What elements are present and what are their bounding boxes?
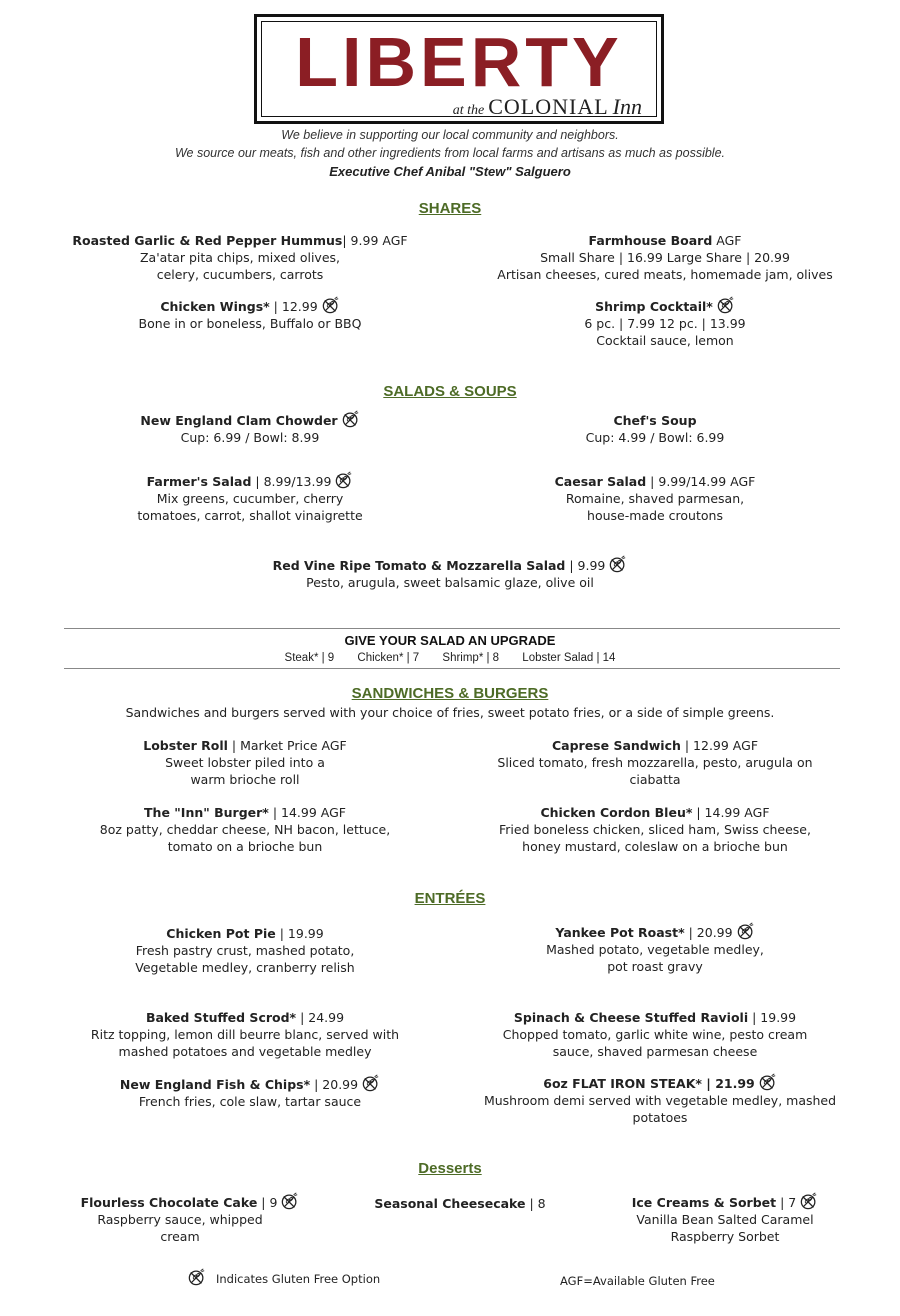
- tagline-line-1: We believe in supporting our local community and neighbors.: [281, 128, 619, 142]
- item-name: Chicken Pot Pie: [166, 926, 276, 941]
- item-desc: Raspberry Sorbet: [670, 1229, 780, 1244]
- item-desc: Cup: 4.99 / Bowl: 6.99: [585, 430, 725, 445]
- gluten-free-icon: [322, 296, 340, 314]
- item-price: | 20.99: [310, 1077, 359, 1092]
- gluten-free-icon: [609, 555, 627, 573]
- item-price: | 9.99/14.99 AGF: [646, 474, 756, 489]
- item-desc: Vanilla Bean Salted Caramel: [636, 1212, 814, 1227]
- menu-item-fish-and-chips: [60, 1074, 440, 1110]
- item-name: New England Fish & Chips*: [119, 1077, 311, 1092]
- item-price: | 24.99: [296, 1010, 345, 1025]
- item-price: AGF: [712, 233, 742, 248]
- menu-item-chefs-soup: [470, 412, 840, 446]
- item-desc: house-made croutons: [587, 508, 723, 523]
- item-desc: Bone in or boneless, Buffalo or BBQ: [138, 316, 362, 331]
- item-name: Chef's Soup: [613, 413, 697, 428]
- item-name: Roasted Garlic & Red Pepper Hummus: [72, 233, 343, 248]
- logo-title: LIBERTY: [295, 23, 623, 101]
- item-name: The "Inn" Burger*: [144, 805, 269, 820]
- item-desc: Za'atar pita chips, mixed olives,: [139, 250, 341, 265]
- item-desc: pot roast gravy: [607, 959, 703, 974]
- gluten-free-icon: [188, 1268, 206, 1286]
- menu-item-flat-iron-steak: [470, 1073, 850, 1126]
- menu-item-caprese-sandwich: [470, 737, 840, 788]
- logo: [254, 14, 664, 124]
- menu-item-spinach-cheese-ravioli: [470, 1009, 840, 1060]
- item-name: Yankee Pot Roast*: [555, 925, 685, 940]
- item-price: | 19.99: [275, 926, 324, 941]
- logo-inn: Inn: [612, 94, 642, 119]
- gluten-free-icon: [800, 1192, 818, 1210]
- gluten-free-icon: [281, 1192, 299, 1210]
- item-desc: Cup: 6.99 / Bowl: 8.99: [180, 430, 320, 445]
- tagline-line-2: We source our meats, fish and other ingredients from local farms and artisans as much as possible.: [174, 146, 726, 160]
- item-desc: 6 pc. | 7.99 12 pc. | 13.99: [584, 316, 746, 331]
- item-desc: mashed potatoes and vegetable medley: [118, 1044, 372, 1059]
- item-price: | Market Price AGF: [227, 738, 347, 753]
- item-desc: Mushroom demi served with vegetable medley, mashed: [483, 1093, 837, 1108]
- menu-item-chicken-cordon-bleu: [470, 804, 840, 855]
- sandwiches-note: Sandwiches and burgers served with your choice of fries, sweet potato fries, or a side of simple greens.: [125, 705, 775, 720]
- item-name: Seasonal Cheesecake: [374, 1196, 526, 1211]
- gluten-free-icon: [362, 1074, 380, 1092]
- section-title-entrees: ENTRÉES: [414, 890, 486, 907]
- item-desc: Cocktail sauce, lemon: [596, 333, 734, 348]
- item-desc: ciabatta: [629, 772, 681, 787]
- item-name: Shrimp Cocktail*: [595, 299, 713, 314]
- menu-item-shrimp-cocktail: [470, 296, 860, 349]
- item-name: 6oz FLAT IRON STEAK*: [543, 1076, 702, 1091]
- menu-item-yankee-pot-roast: [470, 922, 840, 975]
- item-desc: Sliced tomato, fresh mozzarella, pesto, arugula on: [497, 755, 813, 770]
- menu-item-ice-creams-sorbet: [600, 1192, 850, 1245]
- item-desc: sauce, shaved parmesan cheese: [552, 1044, 758, 1059]
- item-price: | 20.99: [684, 925, 733, 940]
- item-price: | 7: [776, 1195, 797, 1210]
- gluten-free-icon: [342, 410, 360, 428]
- menu-item-flourless-chocolate-cake: [70, 1192, 310, 1245]
- menu-item-tomato-mozzarella-salad: [200, 555, 700, 591]
- upgrade-option-steak: Steak* | 9: [284, 652, 335, 664]
- menu-item-chicken-wings: [60, 296, 440, 332]
- item-desc: Romaine, shaved parmesan,: [565, 491, 745, 506]
- menu-item-baked-stuffed-scrod: [60, 1009, 430, 1060]
- item-name: Baked Stuffed Scrod*: [145, 1010, 297, 1025]
- item-desc: Chopped tomato, garlic white wine, pesto cream: [502, 1027, 808, 1042]
- divider-top: [64, 628, 840, 629]
- item-desc: Ritz topping, lemon dill beurre blanc, served with: [90, 1027, 400, 1042]
- section-title-salads-soups: SALADS & SOUPS: [383, 383, 517, 400]
- item-price: | 21.99: [701, 1076, 755, 1091]
- legend-agf: AGF=Available Gluten Free: [560, 1274, 715, 1288]
- item-desc: honey mustard, coleslaw on a brioche bun: [522, 839, 788, 854]
- item-price: | 9.99: [565, 558, 606, 573]
- item-name: Spinach & Cheese Stuffed Ravioli: [513, 1010, 749, 1025]
- item-price: | 12.99 AGF: [680, 738, 759, 753]
- item-desc: Pesto, arugula, sweet balsamic glaze, olive oil: [306, 575, 594, 590]
- item-desc: Fried boneless chicken, sliced ham, Swiss cheese,: [499, 822, 811, 837]
- gluten-free-icon: [759, 1073, 777, 1091]
- item-desc: 8oz patty, cheddar cheese, NH bacon, lettuce,: [99, 822, 391, 837]
- item-desc: tomato on a brioche bun: [167, 839, 323, 854]
- item-price: | 8.99/13.99: [251, 474, 332, 489]
- item-desc: Raspberry sauce, whipped: [97, 1212, 263, 1227]
- item-desc: Fresh pastry crust, mashed potato,: [135, 943, 355, 958]
- item-price: | 9: [257, 1195, 278, 1210]
- menu-item-inn-burger: [60, 804, 430, 855]
- gluten-free-icon: [737, 922, 755, 940]
- salad-upgrade-title: GIVE YOUR SALAD AN UPGRADE: [344, 633, 556, 648]
- item-desc: Mix greens, cucumber, cherry: [156, 491, 344, 506]
- section-title-shares: SHARES: [418, 200, 482, 217]
- chef-credit: Executive Chef Anibal "Stew" Salguero: [329, 164, 571, 179]
- section-title-sandwiches-burgers: SANDWICHES & BURGERS: [351, 685, 549, 702]
- item-desc: Sweet lobster piled into a: [165, 755, 325, 770]
- menu-item-caesar-salad: [470, 473, 840, 524]
- upgrade-option-shrimp: Shrimp* | 8: [442, 652, 500, 664]
- menu-item-seasonal-cheesecake: [360, 1195, 560, 1212]
- menu-item-chicken-pot-pie: [60, 925, 430, 976]
- item-name: Ice Creams & Sorbet: [631, 1195, 777, 1210]
- menu-item-lobster-roll: [60, 737, 430, 788]
- item-price: | 14.99 AGF: [268, 805, 346, 820]
- item-desc: celery, cucumbers, carrots: [156, 267, 324, 282]
- item-price: | 8: [525, 1196, 546, 1211]
- item-desc: French fries, cole slaw, tartar sauce: [138, 1094, 362, 1109]
- gluten-free-icon: [335, 471, 353, 489]
- item-name: Red Vine Ripe Tomato & Mozzarella Salad: [272, 558, 566, 573]
- logo-subtitle: [453, 94, 642, 120]
- menu-item-farmers-salad: [60, 471, 440, 524]
- gluten-free-icon: [717, 296, 735, 314]
- item-desc: tomatoes, carrot, shallot vinaigrette: [137, 508, 363, 523]
- logo-colonial: COLONIAL: [488, 94, 609, 119]
- item-desc: cream: [160, 1229, 200, 1244]
- item-name: Chicken Wings*: [160, 299, 270, 314]
- item-name: Lobster Roll: [143, 738, 228, 753]
- item-price: | 9.99 AGF: [342, 233, 408, 248]
- item-desc: Small Share | 16.99 Large Share | 20.99: [540, 250, 790, 265]
- menu-item-clam-chowder: [60, 410, 440, 446]
- section-title-desserts: Desserts: [418, 1160, 482, 1177]
- item-name: Farmhouse Board: [588, 233, 713, 248]
- item-price: | 14.99 AGF: [692, 805, 770, 820]
- item-price: | 19.99: [748, 1010, 797, 1025]
- item-name: New England Clam Chowder: [140, 413, 338, 428]
- item-desc: Artisan cheeses, cured meats, homemade jam, olives: [497, 267, 833, 282]
- item-name: Chicken Cordon Bleu*: [540, 805, 693, 820]
- logo-frame: [261, 21, 657, 117]
- item-desc: potatoes: [632, 1110, 688, 1125]
- upgrade-option-lobster-salad: Lobster Salad | 14: [522, 652, 616, 664]
- item-desc: Vegetable medley, cranberry relish: [135, 960, 355, 975]
- menu-item-hummus: [60, 232, 420, 283]
- logo-at-the: at the: [452, 103, 485, 118]
- legend-gf-text: Indicates Gluten Free Option: [216, 1272, 381, 1286]
- upgrade-option-chicken: Chicken* | 7: [357, 652, 420, 664]
- item-price: | 12.99: [269, 299, 318, 314]
- menu-item-farmhouse-board: [470, 232, 860, 283]
- item-name: Flourless Chocolate Cake: [80, 1195, 258, 1210]
- salad-upgrade-options: [0, 652, 900, 664]
- item-desc: warm brioche roll: [190, 772, 300, 787]
- legend-gluten-free: [188, 1268, 380, 1286]
- divider-bottom: [64, 668, 840, 669]
- item-name: Caprese Sandwich: [551, 738, 681, 753]
- item-name: Caesar Salad: [554, 474, 647, 489]
- item-desc: Mashed potato, vegetable medley,: [546, 942, 764, 957]
- item-name: Farmer's Salad: [146, 474, 252, 489]
